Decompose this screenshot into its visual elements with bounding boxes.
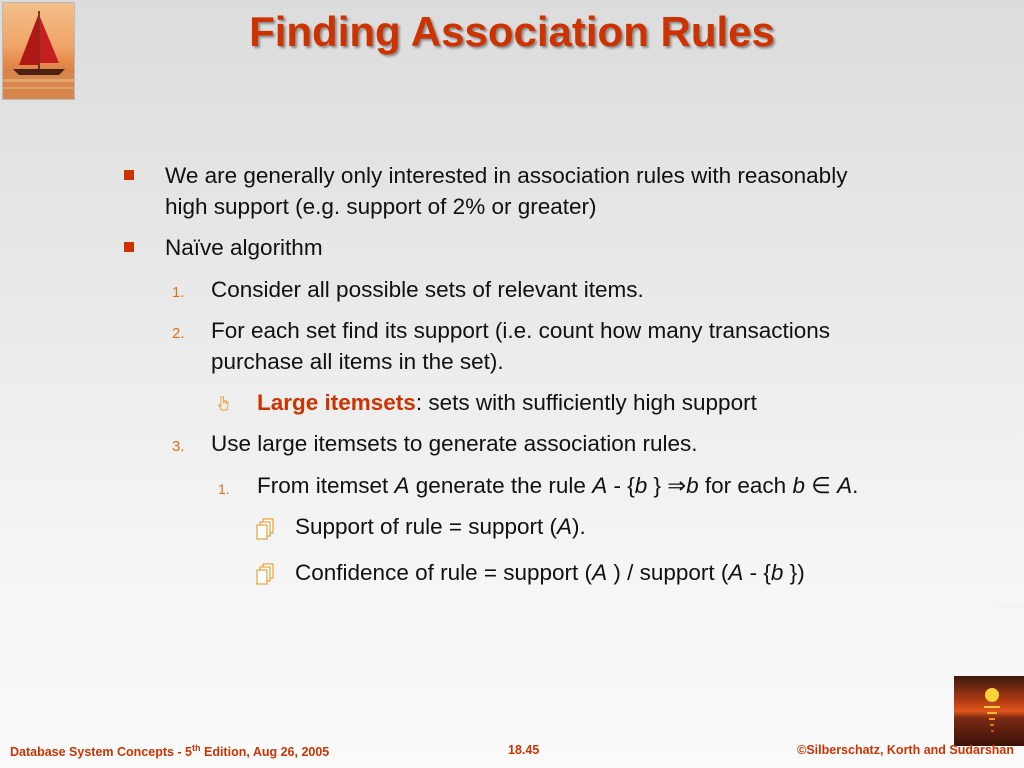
hand-pointer-icon — [218, 395, 230, 413]
footer-superscript: th — [192, 743, 201, 753]
rule-text: for each — [698, 473, 793, 498]
rule-text: . — [852, 473, 859, 498]
bullet-naive-algorithm: Naïve algorithm — [165, 235, 323, 260]
decorative-mark — [996, 604, 1024, 608]
confidence-of-rule-line — [295, 557, 805, 588]
step-support-line1: For each set find its support (i.e. count how many transactions — [211, 318, 831, 343]
step-number-2: 2. — [172, 325, 185, 342]
confidence-text: - { — [743, 560, 771, 585]
element-of-symbol: ∈ — [804, 473, 838, 498]
var-b: b — [770, 560, 784, 585]
support-text: Support of rule = support ( — [295, 514, 558, 539]
document-stack-icon — [256, 563, 276, 585]
bullet-support-line1: We are generally only interested in association rules with reasonably — [165, 163, 848, 188]
var-b: b — [792, 473, 805, 498]
implies-symbol: ⇒ — [667, 473, 687, 498]
footer-copyright: ©Silberschatz, Korth and Sudarshan — [797, 743, 1014, 757]
footer-text: Database System Concepts - 5 — [10, 745, 193, 760]
rule-text: - { — [607, 473, 635, 498]
var-b: b — [634, 473, 648, 498]
confidence-text: Confidence of rule = support ( — [295, 560, 593, 585]
square-bullet-icon — [124, 170, 134, 180]
footer-book-title — [10, 743, 329, 759]
rule-generation-line — [257, 470, 858, 501]
var-A: A — [837, 473, 853, 498]
support-of-rule-line — [295, 511, 586, 542]
confidence-text: }) — [783, 560, 805, 585]
document-stack-icon — [256, 518, 276, 540]
confidence-text: ) / support ( — [607, 560, 729, 585]
page-title: Finding Association Rules — [249, 8, 775, 55]
rule-text: From itemset — [257, 473, 395, 498]
footer-text: Edition, Aug 26, 2005 — [200, 745, 330, 760]
var-A: A — [592, 560, 608, 585]
large-itemsets-definition: : sets with sufficiently high support — [415, 390, 757, 415]
step-consider: Consider all possible sets of relevant items. — [211, 277, 644, 302]
rule-text: } — [647, 473, 668, 498]
substep-number-1: 1. — [218, 481, 230, 497]
large-itemsets-line — [257, 387, 757, 418]
var-A: A — [728, 560, 744, 585]
footer-slide-number: 18.45 — [508, 743, 540, 757]
step-number-1: 1. — [172, 284, 185, 301]
large-itemsets-term: Large itemsets — [257, 390, 416, 415]
var-A: A — [557, 514, 573, 539]
sunset-logo — [954, 676, 1024, 746]
var-A: A — [394, 473, 410, 498]
bullet-support-line2: high support (e.g. support of 2% or greater) — [165, 194, 597, 219]
step-support-line2: purchase all items in the set). — [211, 349, 504, 374]
square-bullet-icon — [124, 242, 134, 252]
support-text: ). — [572, 514, 586, 539]
var-A: A — [592, 473, 608, 498]
var-b: b — [686, 473, 699, 498]
step-generate-rules: Use large itemsets to generate association rules. — [211, 431, 698, 456]
rule-text: generate the rule — [409, 473, 593, 498]
step-number-3: 3. — [172, 438, 185, 455]
